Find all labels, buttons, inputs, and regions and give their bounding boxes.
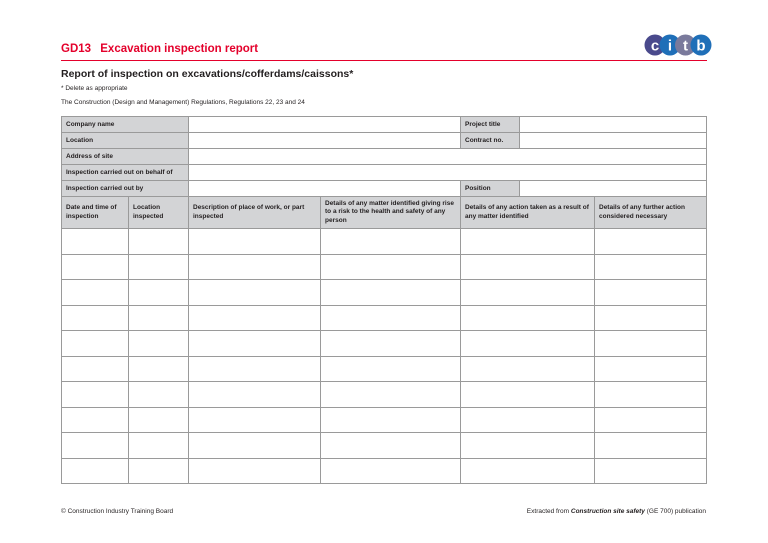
- logo-letter-i: i: [667, 37, 673, 55]
- entry-cell-further-action[interactable]: [595, 433, 707, 459]
- logo-letter-b: b: [696, 37, 706, 55]
- entry-cell-date-time[interactable]: [62, 382, 129, 408]
- entry-cell-risk-details[interactable]: [321, 382, 461, 408]
- footer-extract-suffix: (GE 700) publication: [646, 508, 706, 515]
- logo-letter-t: t: [683, 37, 688, 55]
- address-of-site-label: Address of site: [62, 149, 189, 165]
- entry-cell-risk-details[interactable]: [321, 407, 461, 433]
- entry-cell-location[interactable]: [129, 280, 189, 306]
- entry-cell-date-time[interactable]: [62, 229, 129, 255]
- location-label: Location: [62, 133, 189, 149]
- project-title-field[interactable]: [520, 117, 707, 133]
- footer-extract-prefix: Extracted from: [526, 508, 570, 515]
- entry-row: [62, 254, 707, 280]
- entry-cell-description[interactable]: [189, 229, 321, 255]
- entry-cell-further-action[interactable]: [595, 305, 707, 331]
- footer-publication: Construction site safety: [570, 508, 645, 515]
- report-title: Report of inspection on excavations/cofferdams/caissons*: [61, 68, 354, 80]
- entry-cell-description[interactable]: [189, 305, 321, 331]
- entry-cell-further-action[interactable]: [595, 229, 707, 255]
- entry-cell-risk-details[interactable]: [321, 356, 461, 382]
- entry-cell-location[interactable]: [129, 254, 189, 280]
- contract-no-label: Contract no.: [461, 133, 520, 149]
- entry-cell-further-action[interactable]: [595, 382, 707, 408]
- project-title-label: Project title: [461, 117, 520, 133]
- position-field[interactable]: [520, 181, 707, 197]
- entry-cell-action-taken[interactable]: [461, 331, 595, 357]
- entry-row: [62, 331, 707, 357]
- inspection-form-table: [61, 116, 707, 484]
- entry-cell-description[interactable]: [189, 407, 321, 433]
- entry-row: [62, 407, 707, 433]
- entry-row: [62, 356, 707, 382]
- document-code: GD13: [61, 43, 92, 55]
- entry-row: [62, 229, 707, 255]
- citb-logo: [644, 31, 712, 59]
- entry-cell-action-taken[interactable]: [461, 382, 595, 408]
- entry-cell-date-time[interactable]: [62, 254, 129, 280]
- entry-cell-date-time[interactable]: [62, 458, 129, 484]
- entry-cell-further-action[interactable]: [595, 331, 707, 357]
- location-row: [62, 133, 707, 149]
- column-header-risk-details: Details of any matter identified giving rise to a risk to the health and safety of any person: [321, 197, 461, 229]
- company-name-field[interactable]: [189, 117, 461, 133]
- entry-cell-further-action[interactable]: [595, 407, 707, 433]
- entry-cell-location[interactable]: [129, 331, 189, 357]
- entry-cell-risk-details[interactable]: [321, 458, 461, 484]
- entry-cell-action-taken[interactable]: [461, 229, 595, 255]
- entry-cell-date-time[interactable]: [62, 433, 129, 459]
- entry-row: [62, 458, 707, 484]
- regulation-note: The Construction (Design and Management) Regulations, Regulations 22, 23 and 24: [61, 99, 305, 106]
- entry-cell-action-taken[interactable]: [461, 433, 595, 459]
- entry-cell-date-time[interactable]: [62, 280, 129, 306]
- entry-cell-further-action[interactable]: [595, 458, 707, 484]
- entry-cell-risk-details[interactable]: [321, 229, 461, 255]
- document-header: [61, 43, 258, 55]
- entry-row: [62, 382, 707, 408]
- entry-cell-action-taken[interactable]: [461, 254, 595, 280]
- company-row: [62, 117, 707, 133]
- column-header-description: Description of place of work, or part inspected: [189, 197, 321, 229]
- entry-cell-description[interactable]: [189, 280, 321, 306]
- entry-cell-risk-details[interactable]: [321, 280, 461, 306]
- entry-cell-risk-details[interactable]: [321, 305, 461, 331]
- footer-copyright: © Construction Industry Training Board: [61, 508, 174, 515]
- delete-note: * Delete as appropriate: [61, 85, 128, 92]
- address-row: [62, 149, 707, 165]
- carried-out-by-field[interactable]: [189, 181, 461, 197]
- entry-cell-description[interactable]: [189, 382, 321, 408]
- address-of-site-field[interactable]: [189, 149, 707, 165]
- entry-cell-action-taken[interactable]: [461, 407, 595, 433]
- carried-out-by-label: Inspection carried out by: [62, 181, 189, 197]
- entry-cell-action-taken[interactable]: [461, 458, 595, 484]
- entry-cell-further-action[interactable]: [595, 280, 707, 306]
- header-rule: [61, 60, 707, 61]
- entry-cell-location[interactable]: [129, 356, 189, 382]
- column-header-action-taken: Details of any action taken as a result of any matter identified: [461, 197, 595, 229]
- entry-cell-risk-details[interactable]: [321, 331, 461, 357]
- contract-no-field[interactable]: [520, 133, 707, 149]
- entry-cell-location[interactable]: [129, 433, 189, 459]
- behalf-row: [62, 165, 707, 181]
- entry-cell-location[interactable]: [129, 229, 189, 255]
- entry-cell-action-taken[interactable]: [461, 356, 595, 382]
- entry-row: [62, 305, 707, 331]
- entry-cell-action-taken[interactable]: [461, 305, 595, 331]
- carried-out-on-behalf-label: Inspection carried out on behalf of: [62, 165, 189, 181]
- entry-cell-description[interactable]: [189, 331, 321, 357]
- entry-cell-description[interactable]: [189, 458, 321, 484]
- location-field[interactable]: [189, 133, 461, 149]
- entry-cell-location[interactable]: [129, 407, 189, 433]
- entry-cell-action-taken[interactable]: [461, 280, 595, 306]
- entry-cell-date-time[interactable]: [62, 407, 129, 433]
- entry-cell-description[interactable]: [189, 254, 321, 280]
- company-name-label: Company name: [62, 117, 189, 133]
- column-header-date-time: Date and time of inspection: [62, 197, 129, 229]
- entry-cell-location[interactable]: [129, 305, 189, 331]
- entry-cell-description[interactable]: [189, 356, 321, 382]
- entry-cell-location[interactable]: [129, 458, 189, 484]
- entry-cell-date-time[interactable]: [62, 331, 129, 357]
- entry-cell-risk-details[interactable]: [321, 433, 461, 459]
- footer-extract: [527, 508, 706, 515]
- entry-cell-location[interactable]: [129, 382, 189, 408]
- carried-out-by-row: [62, 181, 707, 197]
- entry-cell-further-action[interactable]: [595, 356, 707, 382]
- column-header-further-action: Details of any further action considered necessary: [595, 197, 707, 229]
- entry-row: [62, 433, 707, 459]
- entry-cell-date-time[interactable]: [62, 356, 129, 382]
- document-title: Excavation inspection report: [100, 43, 259, 55]
- entry-row: [62, 280, 707, 306]
- logo-letter-c: c: [650, 37, 660, 55]
- entry-cell-risk-details[interactable]: [321, 254, 461, 280]
- column-header-location: Location inspected: [129, 197, 189, 229]
- column-header-row: [62, 197, 707, 229]
- entry-cell-further-action[interactable]: [595, 254, 707, 280]
- entry-rows: [62, 229, 707, 484]
- carried-out-on-behalf-field[interactable]: [189, 165, 707, 181]
- entry-cell-description[interactable]: [189, 433, 321, 459]
- position-label: Position: [461, 181, 520, 197]
- entry-cell-date-time[interactable]: [62, 305, 129, 331]
